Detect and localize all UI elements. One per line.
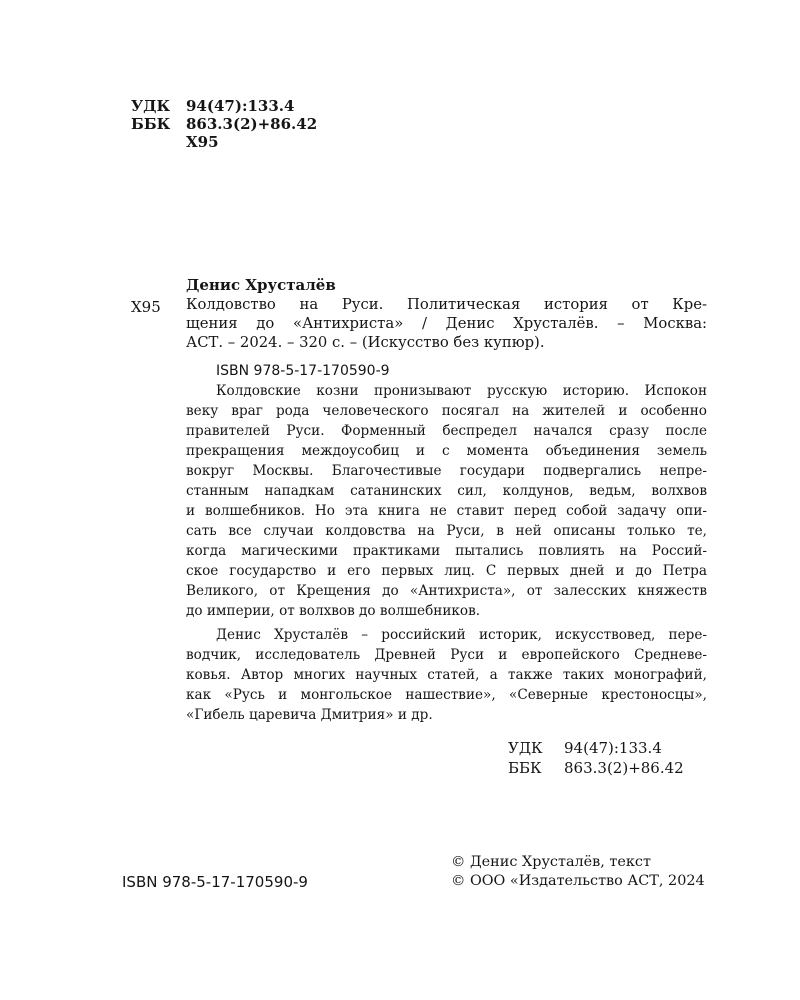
bbk-line <box>131 117 317 132</box>
footer-isbn: ISBN 978-5-17-170590-9 <box>122 873 308 891</box>
annotation-line: когда магическими практиками пытались повлиять на Россий- <box>186 543 707 559</box>
catalog-isbn: ISBN 978-5-17-170590-9 <box>216 363 390 379</box>
catalog-description-line: Колдовство на Руси. Политическая история от Кре- <box>186 296 707 313</box>
footer-udk-value: 94(47):133.4 <box>564 739 662 757</box>
author-bio-line: водчик, исследователь Древней Руси и европейского Средневе- <box>186 647 707 663</box>
copyright-author: © Денис Хрусталёв, текст <box>451 854 651 870</box>
udk-line <box>131 99 294 114</box>
catalog-author: Денис Хрусталёв <box>186 276 336 294</box>
udk-label: УДК <box>131 97 171 115</box>
annotation-line: сать все случаи колдовства на Руси, в ней описаны только те, <box>186 523 707 539</box>
footer-udk-line <box>508 741 662 756</box>
footer-bbk-label: ББК <box>508 759 542 777</box>
catalog-description-line: АСТ. – 2024. – 320 с. – (Искусство без купюр). <box>186 334 545 351</box>
catalog-cutter: Х95 <box>131 298 161 316</box>
annotation-line: Великого, от Крещения до «Антихриста», от залесских княжеств <box>186 583 707 599</box>
catalog-description-line: щения до «Антихриста» / Денис Хрусталёв. – Москва: <box>186 315 707 332</box>
bbk-label: ББК <box>131 115 171 133</box>
footer-udk-label: УДК <box>508 739 543 757</box>
bbk-value: 863.3(2)+86.42 <box>186 115 318 133</box>
annotation-line: веку враг рода человеческого посягал на жителей и особенно <box>186 403 707 419</box>
footer-bbk-value: 863.3(2)+86.42 <box>564 759 684 777</box>
annotation-line: правителей Руси. Форменный беспредел начался сразу после <box>186 423 707 439</box>
author-bio-line: «Гибель царевича Дмитрия» и др. <box>186 707 433 723</box>
footer-bbk-line <box>508 761 684 776</box>
author-bio-line: ковья. Автор многих научных статей, а также таких монографий, <box>186 667 707 683</box>
annotation-line: Колдовские козни пронизывают русскую историю. Испокон <box>216 383 707 399</box>
author-bio-line: как «Русь и монгольское нашествие», «Северные крестоносцы», <box>186 687 707 703</box>
annotation-line: и волшебников. Но эта книга не ставит перед собой задачу опи- <box>186 503 707 519</box>
annotation-line: ское государство и его первых лиц. С первых дней и до Петра <box>186 563 707 579</box>
udk-value: 94(47):133.4 <box>186 97 295 115</box>
author-bio-line: Денис Хрусталёв – российский историк, искусствовед, пере- <box>216 627 707 643</box>
annotation-line: прекращения междоусобиц и с момента объединения земель <box>186 443 707 459</box>
header-cutter: Х95 <box>186 133 219 151</box>
annotation-line: до империи, от волхвов до волшебников. <box>186 603 481 619</box>
annotation-line: вокруг Москвы. Благочестивые государи подвергались непре- <box>186 463 707 479</box>
copyright-publisher: © ООО «Издательство АСТ, 2024 <box>451 873 705 889</box>
annotation-line: станным нападкам сатанинских сил, колдунов, ведьм, волхвов <box>186 483 707 499</box>
